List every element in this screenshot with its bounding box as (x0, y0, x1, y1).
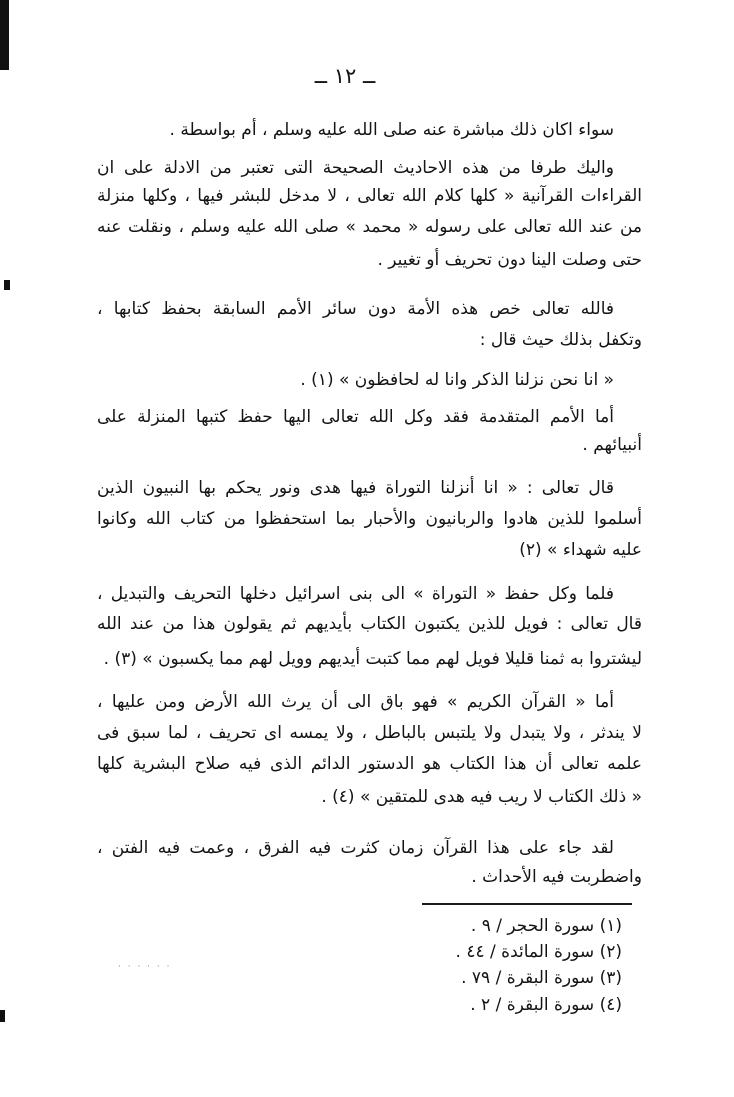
body-line: من عند الله تعالى على رسوله « محمد » صلى الله عليه وسلم ، ونقلت عنه (97, 217, 642, 237)
footnote: (٤) سورة البقرة / ٢ . (470, 995, 622, 1015)
body-line: واليك طرفا من هذه الاحاديث الصحيحة التى تعتبر من الادلة على ان (97, 158, 614, 178)
body-line: أما الأمم المتقدمة فقد وكل الله تعالى اليها حفظ كتبها المنزلة على (97, 407, 614, 427)
body-line: فالله تعالى خص هذه الأمة دون سائر الأمم السابقة بحفظ كتابها ، (97, 299, 614, 319)
body-line: حتى وصلت الينا دون تحريف أو تغيير . (377, 250, 642, 270)
body-line: علمه تعالى أن هذا الكتاب هو الدستور الدائم الذى فيه صلاح البشرية كلها (97, 754, 642, 774)
body-line: واضطربت فيه الأحداث . (471, 867, 642, 887)
quran-quote-line: « انا نحن نزلنا الذكر وانا له لحافظون » (١) . (300, 370, 614, 390)
scan-edge-mark (4, 280, 10, 290)
body-line: أنبيائهم . (582, 435, 642, 455)
footnote: (٣) سورة البقرة / ٧٩ . (461, 968, 622, 988)
body-line: فلما وكل حفظ « التوراة » الى بنى اسرائيل دخلها التحريف والتبديل ، (97, 584, 614, 604)
footnote-divider (422, 903, 632, 905)
body-line: ليشتروا به ثمنا قليلا فويل لهم مما كتبت أيديهم وويل لهم مما يكسبون » (٣) . (103, 649, 642, 669)
page-number: ــ ١٢ ــ (314, 64, 376, 88)
quran-quote-line: « ذلك الكتاب لا ريب فيه هدى للمتقين » (٤) . (321, 787, 642, 807)
body-line: عليه شهداء » (٢) (519, 540, 642, 560)
body-line: القراءات القرآنية « كلها كلام الله تعالى ، لا مدخل للبشر فيها ، وكلها منزلة (97, 186, 642, 206)
scan-edge-mark (0, 0, 9, 70)
footnote: (٢) سورة المائدة / ٤٤ . (455, 942, 622, 962)
body-line: سواء اكان ذلك مباشرة عنه صلى الله عليه وسلم ، أم بواسطة . (169, 120, 614, 140)
body-line: أما « القرآن الكريم » فهو باق الى أن يرث الله الأرض ومن عليها ، (97, 692, 614, 712)
body-line: لا يندثر ، ولا يتبدل ولا يلتبس بالباطل ، ولا يمسه اى تحريف ، لما سبق فى (97, 723, 642, 743)
scan-smudge: · · · · · · (118, 962, 172, 972)
scan-edge-mark (0, 1010, 5, 1022)
body-line: قال تعالى : « انا أنزلنا التوراة فيها هدى ونور يحكم بها النبيون الذين (97, 478, 614, 498)
body-line: قال تعالى : فويل للذين يكتبون الكتاب بأيديهم ثم يقولون هذا من عند الله (97, 614, 642, 634)
body-line: وتكفل بذلك حيث قال : (479, 330, 642, 350)
footnote: (١) سورة الحجر / ٩ . (470, 916, 622, 936)
body-line: لقد جاء على هذا القرآن زمان كثرت فيه الفرق ، وعمت فيه الفتن ، (97, 838, 614, 858)
body-line: أسلموا للذين هادوا والربانيون والأحبار بما استحفظوا من كتاب الله وكانوا (97, 509, 642, 529)
